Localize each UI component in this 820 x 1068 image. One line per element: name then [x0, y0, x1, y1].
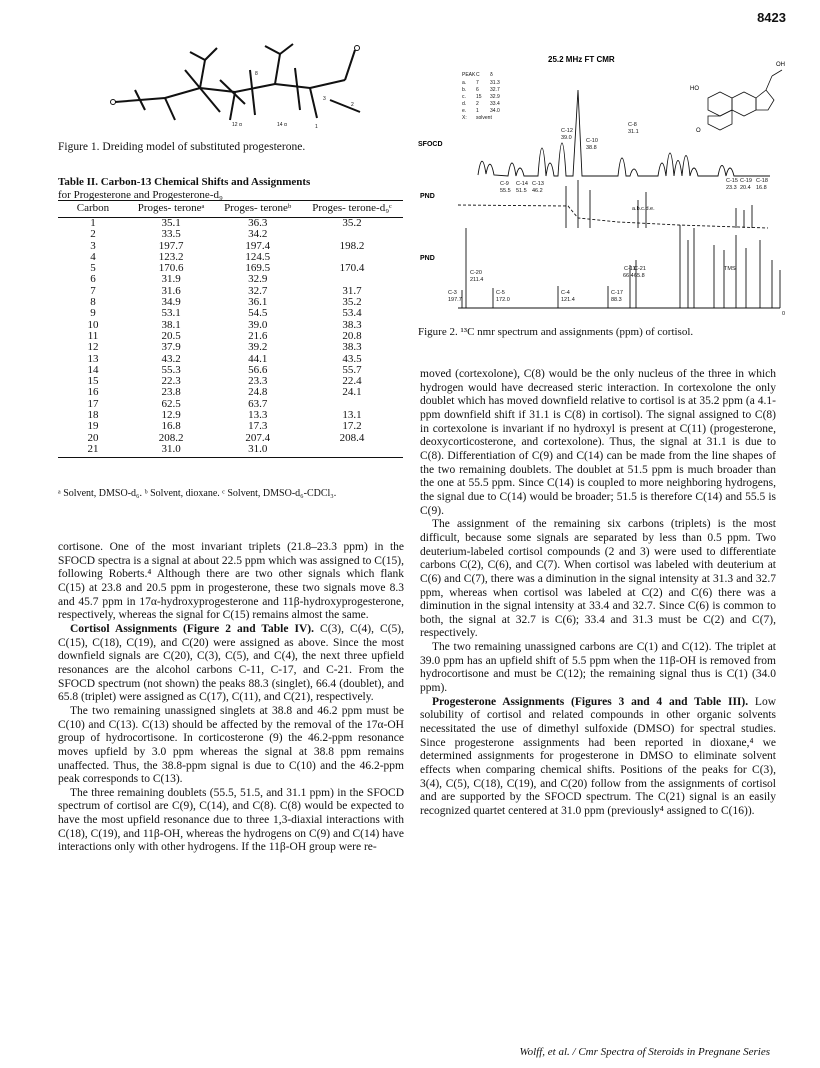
- peak-label: 55.5: [500, 188, 511, 194]
- peak-table-header: PEAK: [462, 72, 476, 78]
- table-cell: 63.7: [248, 397, 268, 410]
- peak-label: C-13: [532, 181, 544, 187]
- table-cell: 53.1: [161, 307, 181, 320]
- table-cell: 8: [90, 296, 96, 309]
- table-cell: 13.1: [342, 409, 362, 422]
- table-header: Carbon: [58, 201, 128, 216]
- table-cell: 13.3: [248, 409, 268, 422]
- table-cell: 21: [58, 444, 128, 458]
- table-cell: 18: [87, 409, 99, 422]
- table-row: [58, 433, 403, 444]
- peak-table-cell: 6: [476, 87, 479, 93]
- row-label-sfocd: SFOCD: [418, 141, 443, 148]
- peak-table-cell: a.: [462, 80, 467, 86]
- table-cell: 3: [90, 239, 96, 252]
- peak-label: 172.0: [496, 297, 510, 303]
- page-number: 8423: [757, 10, 786, 25]
- fig1-label: 2: [351, 102, 354, 108]
- peak-table-cell: 32.7: [490, 87, 500, 93]
- chemical-shift-table: [58, 200, 403, 458]
- peak-label: 88.3: [611, 297, 622, 303]
- table-cell: 170.4: [339, 262, 365, 275]
- table-cell: 37.9: [161, 341, 181, 354]
- paragraph: [420, 696, 776, 819]
- paragraph: moved (cortexolone), C(8) would be the only nucleus of the three in which hydrogen would have decreased steric interaction. In cortexolone the only doublet which has moved downfield relative to cortisol is at 35.2 ppm (a 4.1-ppm downfield shift if 31.1 is C(8) in cortisol). The signal assigned to C(8) in cortexolone is invariant if no hydroxyl is present at C(11) (progesterone, deoxycorticosterone, and cortexolone). Thus, the signal at 31.1 is due to C(8). Differentiation of C(9) and C(14) can be made from the line shapes of the two remaining doublets. The doublet at 51.5 ppm is much broader than the one at 55.5 ppm. Since C(14) is coupled to more neighboring hydrogens, the signal due to C(14) would be broader; 51.5 is therefore C(14) and 55.5 is C(9).: [420, 368, 776, 517]
- left-column-text: [58, 541, 404, 855]
- table-cell: 36.3: [248, 217, 268, 229]
- table-cell: 62.5: [161, 397, 181, 410]
- table-cell: 169.5: [245, 262, 271, 275]
- peak-label: 0: [782, 311, 786, 317]
- peak-table-header: C: [476, 72, 480, 78]
- table-cell: 31.9: [161, 273, 181, 286]
- nmr-spectrum-figure: [418, 50, 790, 330]
- paragraph: The three remaining doublets (55.5, 51.5, and 31.1 ppm) in the SFOCD spectrum of cortisol are C(9), C(14), and C(8). C(8) would be expected to have the most upfield resonance due to three 1,3-diaxial interactions with C(18), C(19), and 11β-OH, whereas the hydrogens on C(9) and C(14) have interactions only with other hydrogens. If the 11β-OH group were re-: [58, 786, 404, 854]
- figure2-caption: Figure 2. ¹³C nmr spectrum and assignments (ppm) of cortisol.: [418, 326, 694, 338]
- paragraph: The assignment of the remaining six carbons (triplets) is the most difficult, because some signals are separated by less than 0.5 ppm. Two deuterium-labeled cortisol compounds (2 and 3) were used to differentiate carbons C(2), C(6), and C(7). When cortisol was labeled with deuterium at C(6) and C(7), there was a diminution in the signal intensity at 31.3 and 32.7 ppm, whereas when cortisol was labeled at C(2) and C(6) there was a diminution in the signal intensity at 33.4 and 32.7. Since C(6) is common to both, the signal at 32.7 is C(6); 33.4 and 31.3 must be C(2) and C(7), respectively.: [420, 518, 776, 640]
- peak-label: 211.4: [470, 277, 484, 283]
- table-cell: 54.5: [248, 307, 268, 320]
- peak-label: C-3: [448, 290, 457, 296]
- table-cell: 55.7: [342, 363, 362, 376]
- paragraph: The two remaining unassigned carbons are C(1) and C(12). The triplet at 39.0 ppm has an upfield shift of 5.5 ppm when the 11β-OH is removed from hydrocortisone and must be C(12); the remaining signal thus is C(1) (34.0 ppm).: [420, 641, 776, 695]
- peak-table-cell: d.: [462, 101, 467, 107]
- table-cell: 197.4: [245, 239, 271, 252]
- peak-label: C-11: [624, 266, 636, 272]
- peak-label: C-14: [516, 181, 528, 187]
- table-cell: 35.2: [342, 296, 362, 309]
- table-row: [58, 263, 403, 274]
- table-cell: 198.2: [339, 239, 365, 252]
- table-cell: 38.3: [342, 341, 362, 354]
- peak-table-cell: 15: [476, 94, 482, 100]
- peak-table-cell: c.: [462, 94, 466, 100]
- peak-table-header: δ: [490, 72, 493, 78]
- table-cell: 31.6: [161, 284, 181, 297]
- structure-label-oh: OH: [776, 62, 785, 68]
- peak-table-cell: b.: [462, 87, 467, 93]
- table-cell: 11: [87, 329, 99, 342]
- table-cell: 20.5: [161, 329, 181, 342]
- table-cell: 35.1: [161, 217, 181, 229]
- table-cell: 21.6: [248, 329, 268, 342]
- structure-label-ho: HO: [690, 86, 699, 92]
- peak-label: 197.7: [448, 297, 462, 303]
- cortisol-structure: [708, 70, 782, 130]
- spectrum-title: 25.2 MHz FT CMR: [548, 55, 615, 64]
- table-cell: 31.0: [128, 444, 214, 458]
- table-cell: 43.5: [342, 352, 362, 365]
- table-cell: 20.8: [342, 329, 362, 342]
- peak-label: 46.2: [532, 188, 543, 194]
- peak-label: C-8: [628, 122, 637, 128]
- peak-label: a.b.c.d.e.: [632, 206, 655, 212]
- table-cell: 15: [87, 375, 99, 388]
- row-label-pnd: PND: [420, 193, 435, 200]
- peak-label: C-10: [586, 138, 598, 144]
- fig1-label: 1: [315, 124, 318, 130]
- table-cell: 34.2: [248, 228, 268, 241]
- row-label-pnd: PND: [420, 255, 435, 262]
- table-cell: 16: [87, 386, 99, 399]
- table-row: [58, 444, 403, 458]
- table-cell: 14: [87, 363, 99, 376]
- peak-table-cell: 34.0: [490, 108, 500, 114]
- table-cell: 170.6: [158, 262, 184, 275]
- table-cell: 7: [90, 284, 96, 297]
- table-cell: 9: [90, 307, 96, 320]
- figure1-caption: Figure 1. Dreiding model of substituted progesterone.: [58, 141, 306, 153]
- table-cell: 53.4: [342, 307, 362, 320]
- peak-label: C-5: [496, 290, 505, 296]
- table-cell: 16.8: [161, 420, 181, 433]
- table-cell: 123.2: [158, 250, 184, 263]
- paragraph-text: C(3), C(4), C(5), C(15), C(18), C(19), and C(20) were assigned as above. Since the most downfield signals are C(20), C(3), C(5), and C(4), the next three upfield resonances are the alcohol carbons C-11, C-17, and C-21. From the SFOCD spectrum (not shown) the peaks 88.3 (singlet), 66.4 (doublet), and 65.8 (triplet) were assigned as C(17), C(11), and C(21), respectively.: [58, 622, 404, 704]
- table-cell: 36.1: [248, 296, 268, 309]
- table-caption-line1: Table II. Carbon-13 Chemical Shifts and Assignments: [58, 176, 311, 188]
- peak-label: TMS: [724, 266, 736, 272]
- peak-label: C-9: [500, 181, 509, 187]
- fig1-label: 8: [255, 71, 258, 77]
- table-cell: 197.7: [158, 239, 184, 252]
- table-cell: 124.5: [245, 250, 271, 263]
- peak-label: 20.4: [740, 185, 751, 191]
- table-cell: 39.2: [248, 341, 268, 354]
- structure-label-o: O: [696, 128, 701, 134]
- table-row: [58, 218, 403, 230]
- running-footer: Wolff, et al. / Cmr Spectra of Steroids in Pregnane Series: [519, 1046, 770, 1058]
- right-column-text: [420, 368, 776, 819]
- table-cell: 55.3: [161, 363, 181, 376]
- table-cell: 207.4: [245, 431, 271, 444]
- table-header: Proges- terone-d₉ᶜ: [301, 201, 403, 216]
- table-cell: 2: [90, 228, 96, 241]
- peak-label: C-18: [756, 178, 768, 184]
- table-cell: 44.1: [248, 352, 268, 365]
- table-cell: 20: [87, 431, 99, 444]
- table-cell: [301, 444, 403, 458]
- peak-table-cell: 32.9: [490, 94, 500, 100]
- table-cell: 24.8: [248, 386, 268, 399]
- table-cell: 24.1: [342, 386, 362, 399]
- table-cell: 31.0: [214, 444, 301, 458]
- table-cell: 34.9: [161, 296, 181, 309]
- table-cell: 38.3: [342, 318, 362, 331]
- table-cell: 56.6: [248, 363, 268, 376]
- peak-table-cell: X:: [462, 115, 467, 121]
- table-cell: 38.1: [161, 318, 181, 331]
- table-cell: 19: [87, 420, 99, 433]
- table-cell: 17: [87, 397, 99, 410]
- table-caption: [58, 176, 398, 202]
- peak-label: 38.8: [586, 145, 597, 151]
- paragraph-text: Low solubility of cortisol and related compounds in other organic solvents necessitated the use of dimethyl sulfoxide (DMSO) for spectral studies. Since progesterone assignments had been reported in dioxane,⁴ we determined assignments for progesterone in DMSO to eliminate solvent effects when comparing chemical shifts. Positions of the peaks for C(3), 3(4), C(5), C(18), C(19), and C(20) follow from the assignments of cortisol and are supported by the SFOCD spectrum. The C(21) signal is an easily recognized quartet centered at 31.0 ppm (previously⁴ assigned to C(16)).: [420, 695, 776, 817]
- peak-label: C-17: [611, 290, 623, 296]
- table-cell: 17.3: [248, 420, 268, 433]
- peak-table-cell: 33.4: [490, 101, 500, 107]
- fig1-label: 3: [323, 96, 326, 102]
- peak-table-cell: 31.3: [490, 80, 500, 86]
- paragraph: cortisone. One of the most invariant triplets (21.8–23.3 ppm) in the SFOCD spectra is a signal at about 22.5 ppm which was assigned to C(15), following Roberts.⁴ Although there are two other signals which flank C(15) at 23.8 and 20.5 ppm in progesterone, these two signals move 8.3 and 45.7 ppm in 17α-hydroxyprogesterone and 11β-hydroxyprogesterone, respectively, whereas the signal for C(15) remains almost the same.: [58, 541, 404, 622]
- peak-label: 66.4: [623, 273, 634, 279]
- table-row: [58, 241, 403, 252]
- table-footnote: ᵃ Solvent, DMSO-d₆. ᵇ Solvent, dioxane. ᶜ Solvent, DMSO-d₆-CDCl₃.: [58, 488, 337, 499]
- peak-label: C-12: [561, 128, 573, 134]
- table-cell: 4: [90, 250, 96, 263]
- table-cell: 10: [87, 318, 99, 331]
- table-cell: 17.2: [342, 420, 362, 433]
- table-cell: 12: [87, 341, 99, 354]
- table-cell: 35.2: [342, 217, 362, 229]
- peak-table-cell: 2: [476, 101, 479, 107]
- table-row: [58, 342, 403, 353]
- table-cell: 23.3: [248, 375, 268, 388]
- table-header: Proges- teroneᵇ: [214, 201, 301, 216]
- table-cell: 208.4: [339, 431, 365, 444]
- peak-label: C-20: [470, 270, 482, 276]
- peak-label: 16.8: [756, 185, 767, 191]
- section-heading: Progesterone Assignments (Figures 3 and 4 and Table III).: [432, 695, 749, 708]
- table-cell: 32.9: [248, 273, 268, 286]
- fig1-label: 14 α: [277, 122, 287, 128]
- paragraph: [58, 623, 404, 705]
- peak-label: 31.1: [628, 129, 639, 135]
- table-cell: 31.7: [342, 284, 362, 297]
- table-cell: 22.4: [342, 375, 362, 388]
- table-cell: 43.2: [161, 352, 181, 365]
- table-container: [58, 200, 403, 458]
- table-cell: 39.0: [248, 318, 268, 331]
- peak-table-cell: e.: [462, 108, 467, 114]
- table-row: [58, 229, 403, 240]
- peak-label: 121.4: [561, 297, 575, 303]
- peak-table-cell: 7: [476, 80, 479, 86]
- table-cell: 22.3: [161, 375, 181, 388]
- peak-table-cell: 1: [476, 108, 479, 114]
- table-cell: 23.8: [161, 386, 181, 399]
- table-row: [58, 387, 403, 398]
- table-cell: 33.5: [161, 228, 181, 241]
- dreiding-model-figure: [105, 40, 375, 140]
- table-cell: 13: [87, 352, 99, 365]
- peak-table: [462, 72, 500, 121]
- paragraph: The two remaining unassigned singlets at 38.8 and 46.2 ppm must be C(10) and C(13). C(13) should be affected by the removal of the 17α-OH group of hydrocortisone. In corticosterone (9) the 46.2-ppm resonance moves upfield by 3.0 ppm whereas the signal at 38.8 ppm remains unaffected. Thus, the 38.8-ppm signal is due to C(10) and the 46.2-ppm peak corresponds to C(13).: [58, 704, 404, 786]
- table-row: [58, 421, 403, 432]
- table-cell: 12.9: [161, 409, 181, 422]
- table-cell: 6: [90, 273, 96, 286]
- peak-label: 39.0: [561, 135, 572, 141]
- table-cell: 1: [90, 217, 96, 229]
- peak-label: 65.8: [634, 273, 645, 279]
- table-cell: 32.7: [248, 284, 268, 297]
- table-cell: 5: [90, 262, 96, 275]
- peak-label: C-15: [726, 178, 738, 184]
- peak-label: C-19: [740, 178, 752, 184]
- peak-label: C-21: [634, 266, 646, 272]
- table-cell: [301, 229, 403, 240]
- fig1-label: 12 α: [232, 122, 242, 128]
- peak-table-cell: solvent: [476, 115, 492, 121]
- table-caption-line2: for Progesterone and Progesterone-d₉: [58, 189, 223, 201]
- table-row: [58, 308, 403, 319]
- section-heading: Cortisol Assignments (Figure 2 and Table IV).: [70, 622, 315, 635]
- table-header: Proges- teroneᵃ: [128, 201, 214, 216]
- peak-label: C-4: [561, 290, 570, 296]
- table-cell: 208.2: [158, 431, 184, 444]
- peak-label: 51.5: [516, 188, 527, 194]
- peak-label: 23.3: [726, 185, 737, 191]
